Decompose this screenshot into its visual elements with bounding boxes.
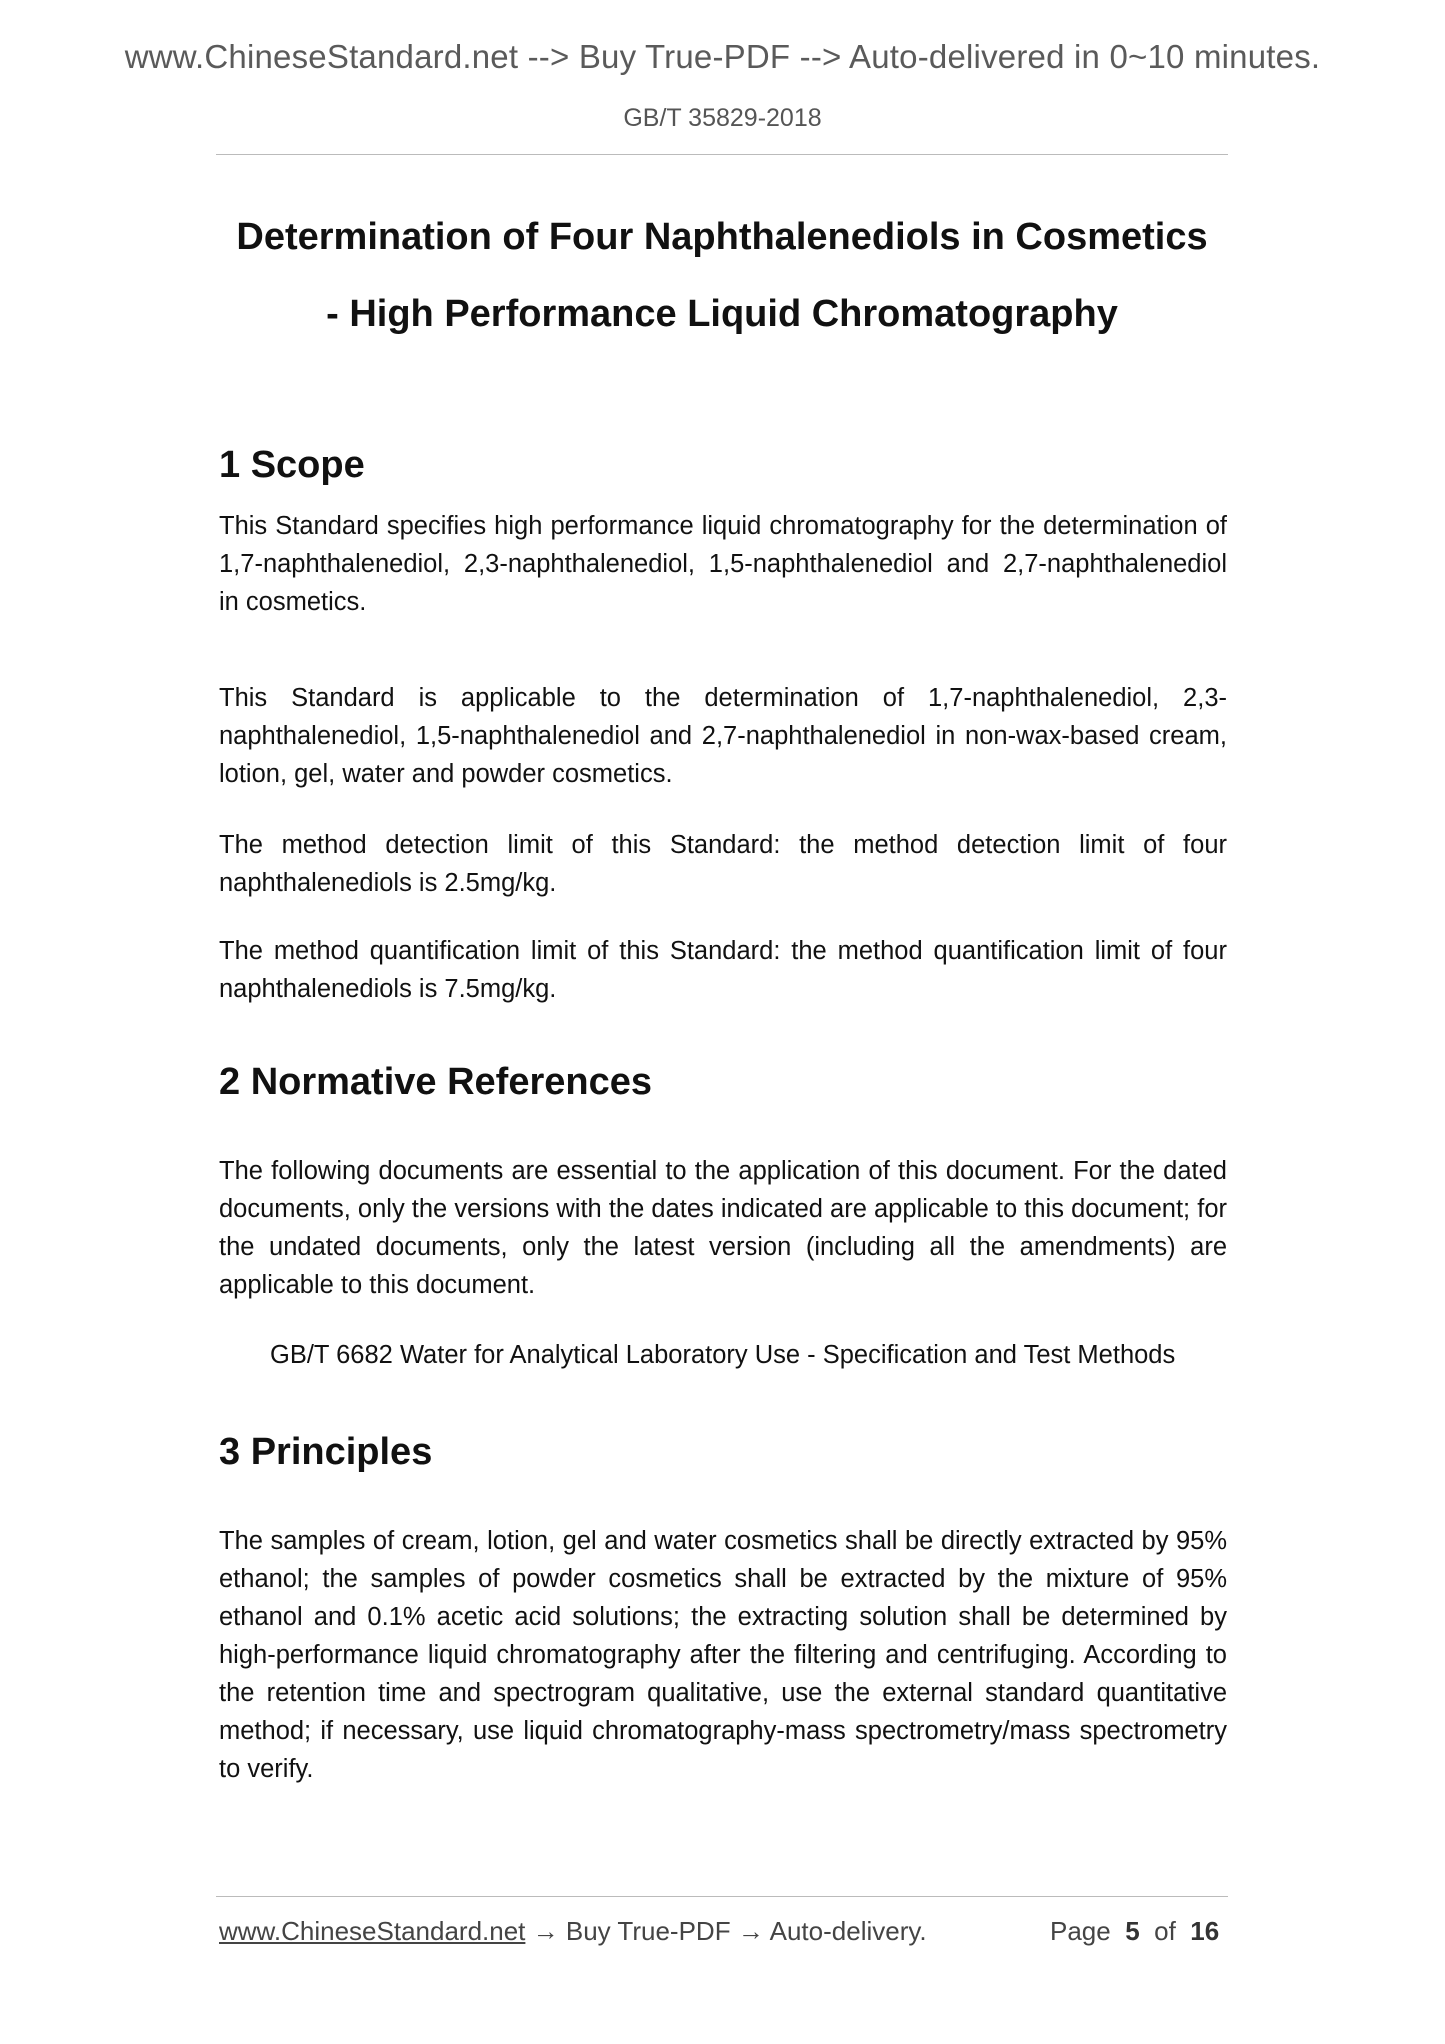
- footer-site-link[interactable]: www.ChineseStandard.net: [219, 1916, 526, 1946]
- header-banner: www.ChineseStandard.net --> Buy True-PDF --> Auto-delivered in 0~10 minutes.: [124, 38, 1321, 75]
- scope-paragraph-3: The method detection limit of this Standard: the method detection limit of four naphthalenediols is 2.5mg/kg.: [219, 831, 1227, 897]
- scope-paragraph-1: This Standard specifies high performance liquid chromatography for the determination of 1,7-naphthalenediol, 2,3-naphthalenediol, 1,5-naphthalenediol and 2,7-naphthalenediol in cosmetics.: [219, 512, 1227, 616]
- scope-paragraph-2: This Standard is applicable to the determination of 1,7-naphthalenediol, 2,3-naphthalenediol, 1,5-naphthalenediol and 2,7-naphthalenediol in non-wax-based cream, lotion, gel, water and powder cosmetics.: [219, 684, 1227, 788]
- standard-code: GB/T 35829-2018: [623, 104, 822, 132]
- page-label: Page: [1050, 1916, 1111, 1946]
- footer-delivery-text: Auto-delivery.: [769, 1916, 927, 1946]
- reference-item-gbt6682: GB/T 6682 Water for Analytical Laboratory Use - Specification and Test Methods: [270, 1341, 1176, 1369]
- scope-paragraph-4: The method quantification limit of this Standard: the method quantification limit of four naphthalenediols is 7.5mg/kg.: [219, 937, 1227, 1003]
- arrow-right-icon: →: [737, 1916, 764, 1946]
- page-total: 16: [1190, 1916, 1220, 1946]
- page-current: 5: [1125, 1916, 1140, 1946]
- document-title-line2: - High Performance Liquid Chromatography: [326, 293, 1118, 335]
- principles-paragraph-1: The samples of cream, lotion, gel and water cosmetics shall be directly extracted by 95% ethanol; the samples of powder cosmetics shall be extracted by the mixture of 95% ethanol and 0.1% acetic acid solutions; the extracting solution shall be determined by high-performance liquid chromatography after the filtering and centrifuging. According to the retention time and spectrogram qualitative, use the external standard quantitative method; if necessary, use liquid chromatography-mass spectrometry/mass spectrometry to verify.: [219, 1527, 1227, 1783]
- arrow-right-icon: →: [532, 1916, 559, 1946]
- footer-divider: [216, 1896, 1228, 1897]
- of-label: of: [1154, 1916, 1176, 1946]
- section-heading-scope: 1 Scope: [219, 444, 365, 486]
- header-divider: [216, 154, 1228, 155]
- document-title-line1: Determination of Four Naphthalenediols in Cosmetics: [236, 216, 1208, 258]
- section-heading-references: 2 Normative References: [219, 1061, 652, 1103]
- references-paragraph-1: The following documents are essential to the application of this document. For the dated documents, only the versions with the dates indicated are applicable to this document; for the undated documents, only the latest version (including all the amendments) are applicable to this document.: [219, 1157, 1227, 1299]
- footer-buy-text: Buy True-PDF: [565, 1916, 731, 1946]
- page-indicator: [1050, 1916, 1219, 1947]
- section-heading-principles: 3 Principles: [219, 1431, 433, 1473]
- footer-left: [219, 1916, 927, 1947]
